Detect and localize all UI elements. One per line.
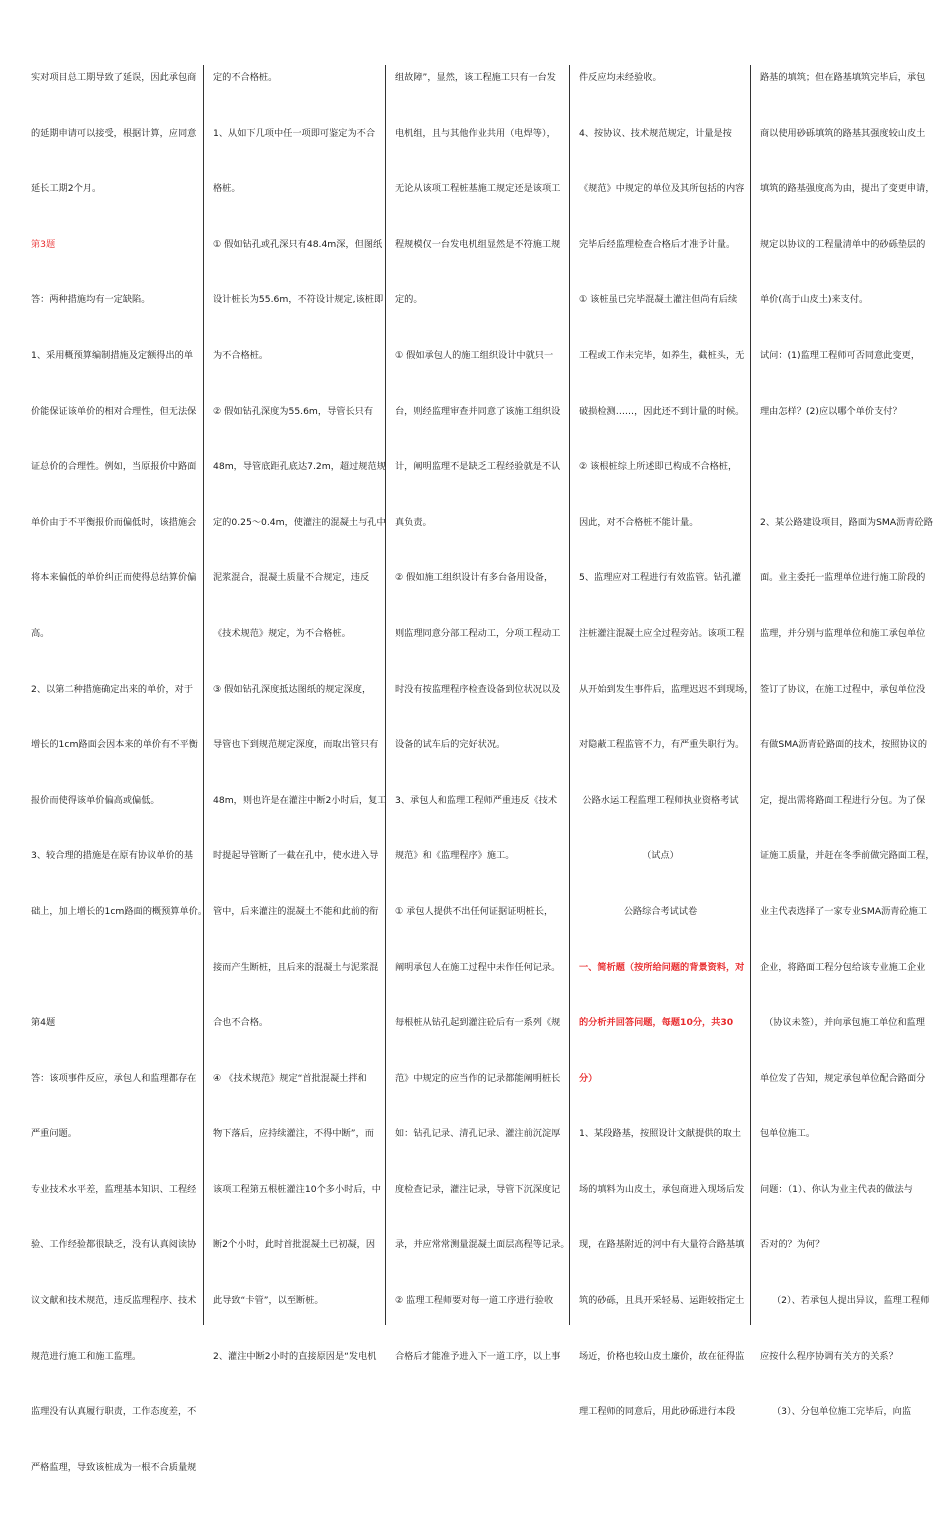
text-line: 管中，后来灌注的混凝土不能和此前的衔	[213, 905, 379, 917]
text-line: 现，在路基附近的河中有大量符合路基填	[579, 1239, 745, 1251]
text-column-3	[385, 65, 570, 1362]
text-line: 规范进行施工和施工监理。	[31, 1350, 142, 1362]
document-page	[25, 65, 935, 1473]
text-line: 问题：（1）、你认为业主代表的做法与	[760, 1183, 913, 1195]
text-line: 从开始到发生事件后，监理迟迟不到现场，	[579, 683, 754, 695]
text-line: 设计桩长为55.6m，不符设计规定,该桩即	[213, 294, 384, 306]
text-line: 为不合格桩。	[213, 349, 269, 361]
text-line: 定的不合格桩。	[213, 72, 278, 83]
text-line: 础上，加上增长的1cm路面的概预算单价。	[31, 905, 208, 917]
text-line: 组故障”，显然，该工程施工只有一台发	[395, 72, 556, 83]
text-line: 有做SMA沥青砼路面的技术，按照协议的	[760, 739, 928, 751]
text-line: 3、承包人和监理工程师严重违反《技术	[395, 794, 558, 806]
text-line: ② 该根桩综上所述即已构成不合格桩，	[579, 461, 738, 473]
text-line: 工程或工作未完毕，如养生，截桩头，无	[579, 349, 745, 361]
text-line: ① 假如承包人的施工组织设计中就只一	[395, 349, 554, 361]
text-line: 规定以协议的工程量清单中的砂砾垫层的	[760, 238, 926, 250]
text-line: 的延期申请可以接受，根据计算，应同意	[31, 127, 197, 139]
text-line: 范》中规定的应当作的记录都能阐明桩长	[395, 1072, 561, 1084]
text-line: 台，则经监理审查并同意了该施工组织设	[395, 405, 561, 417]
text-line: 增长的1cm路面会因本来的单价有不平衡	[31, 739, 198, 751]
text-line: 则监理同意分部工程动工，分项工程动工	[395, 627, 561, 639]
text-line: 路基的填筑；但在路基填筑完毕后，承包	[760, 72, 926, 83]
exam-paper-title: 公路综合考试试卷	[623, 905, 698, 917]
text-line: 电机组，且与其他作业共用（电焊等），	[395, 127, 556, 139]
text-line: 将本来偏低的单价纠正而使得总结算价偏	[31, 572, 197, 584]
text-line: 定，提出需将路面工程进行分包。为了保	[760, 794, 926, 806]
text-line: 理工程师的同意后，用此砂砾进行本段	[579, 1406, 736, 1418]
text-line: 完毕后经监理检查合格后才准予计量。	[579, 238, 736, 250]
text-line: （协议未签），并向承包施工单位和监理	[764, 1017, 925, 1029]
section-heading: 第4题	[31, 1017, 56, 1029]
text-line: 场的填料为山皮土，承包商进入现场后发	[579, 1183, 745, 1195]
text-line: 物下落后，应持续灌注，不得中断”，而	[213, 1128, 374, 1140]
text-line: 严格监理，导致该桩成为一根不合质量规	[31, 1461, 197, 1473]
text-column-1	[25, 65, 208, 1473]
text-line: 因此，对不合格桩不能计量。	[579, 516, 699, 528]
text-line: 真负责。	[395, 516, 432, 528]
text-line: 答：两种措施均有一定缺陷。	[31, 294, 151, 306]
text-line: 1、从如下几项中任一项即可鉴定为不合	[213, 127, 376, 139]
text-line: ① 假如钻孔或孔深只有48.4m深，但图纸	[213, 238, 383, 250]
text-line: 泥浆混合，混凝土质量不合规定，违反	[213, 572, 370, 584]
text-line: 接而产生断桩，且后来的混凝土与泥浆混	[213, 961, 379, 973]
text-line: 签订了协议，在施工过程中，承包单位没	[760, 683, 926, 695]
text-line: 时没有按监理程序检查设备到位状况以及	[395, 683, 561, 695]
text-line: 5、监理应对工程进行有效监管。钻孔灌	[579, 572, 742, 584]
text-line: 对隐蔽工程监管不力，有严重失职行为。	[579, 739, 745, 751]
text-line: 无论从该项工程桩基施工规定还是该项工	[395, 183, 561, 195]
blank-line	[760, 459, 929, 515]
text-column-4	[569, 65, 754, 1418]
text-line: （3）、分包单位施工完毕后，向监	[772, 1406, 912, 1418]
text-line: 48m，则也许是在灌注中断2小时后，复工	[213, 794, 387, 806]
text-line: ② 监理工程师要对每一道工序进行验收	[395, 1295, 554, 1307]
text-line: （2）、若承包人提出异议，监理工程师	[772, 1295, 930, 1307]
text-line: 业主代表选择了一家专业SMA沥青砼施工	[760, 905, 928, 917]
text-line: 填筑的路基强度高为由，提出了变更申请，	[760, 183, 935, 195]
section-heading: 分）	[579, 1072, 598, 1084]
text-line: 如：钻孔记录、清孔记录、灌注前沉淀厚	[395, 1128, 561, 1140]
text-line: 2、某公路建设项目，路面为SMA沥青砼路	[760, 516, 933, 528]
text-line: 《规范》中规定的单位及其所包括的内容	[579, 183, 745, 195]
text-line: 企业，将路面工程分包给该专业施工企业	[760, 961, 926, 973]
text-line: 计，阐明监理不是缺乏工程经验就是不认	[395, 461, 561, 473]
text-line: 议文献和技术规范，违反监理程序、技术	[31, 1295, 197, 1307]
text-line: 试问：(1)监理工程师可否同意此变更，	[760, 349, 921, 361]
text-line: 1、采用概预算编制措施及定额得出的单	[31, 349, 194, 361]
text-line: 场近，价格也较山皮土廉价，故在征得监	[579, 1350, 745, 1362]
text-line: 应按什么程序协调有关方的关系？	[760, 1350, 898, 1362]
text-line: 合格后才能准予进入下一道工序，以上事	[395, 1350, 561, 1362]
text-line: 2、以第二种措施确定出来的单价，对于	[31, 683, 194, 695]
text-line: 此导致“卡管”，以至断桩。	[213, 1295, 324, 1307]
text-line: 合也不合格。	[213, 1017, 269, 1029]
text-line: 时提起导管断了一截在孔中，使水进入导	[213, 850, 379, 862]
text-line: 格桩。	[213, 183, 241, 195]
text-line: 该项工程第五根桩灌注10个多小时后，中	[213, 1183, 381, 1195]
text-line: 定的0.25～0.4m，使灌注的混凝土与孔中	[213, 516, 386, 528]
text-line: 价能保证该单价的相对合理性，但无法保	[31, 405, 197, 417]
text-line: 理由怎样？(2)应以哪个单价支付？	[760, 405, 902, 417]
text-line: 4、按协议、技术规范规定，计量是按	[579, 127, 732, 139]
text-line: 单位发了告知，规定承包单位配合路面分	[760, 1072, 926, 1084]
text-line: 录，并应常常测量混凝土面层高程等记录。	[395, 1239, 570, 1251]
text-line: 每根桩从钻孔起到灌注砼后有一系列《规	[395, 1017, 561, 1029]
text-line: 否对的？为何？	[760, 1239, 825, 1251]
text-line: 面。业主委托一监理单位进行施工阶段的	[760, 572, 926, 584]
exam-title: 公路水运工程监理工程师执业资格考试	[582, 794, 739, 806]
exam-subtitle: （试点）	[642, 850, 679, 862]
text-column-2	[203, 65, 387, 1362]
text-line: 延长工期2个月。	[31, 183, 102, 195]
text-line: ③ 假如钻孔深度抵达图纸的规定深度，	[213, 683, 372, 695]
text-line: 设备的试车后的完好状况。	[395, 739, 506, 751]
text-line: 筑的砂砾，且具开采轻易、运距较指定土	[579, 1295, 745, 1307]
text-line: 单价由于不平衡报价而偏低时，该措施会	[31, 516, 197, 528]
text-line: 度检查记录，灌注记录，导管下沉深度记	[395, 1183, 561, 1195]
text-line: 商以使用砂砾填筑的路基其强度较山皮土	[760, 127, 926, 139]
text-line: 包单位施工。	[760, 1128, 816, 1140]
text-line: ② 假如施工组织设计有多台备用设备，	[395, 572, 554, 584]
text-line: 1、某段路基，按照设计文献提供的取土	[579, 1128, 742, 1140]
text-line: 定的。	[395, 294, 423, 306]
text-line: 证总价的合理性。例如，当原报价中路面	[31, 461, 197, 473]
blank-line	[31, 960, 195, 1016]
text-line: 专业技术水平差，监理基本知识、工程经	[31, 1183, 197, 1195]
text-line: 答：该项事件反应，承包人和监理都存在	[31, 1072, 197, 1084]
text-line: 《技术规范》规定，为不合格桩。	[213, 627, 351, 639]
text-line: 严重问题。	[31, 1128, 77, 1140]
text-line: 破损检测……，因此还不到计量的时候。	[579, 405, 745, 417]
text-line: 断2个小时，此时首批混凝土已初凝，因	[213, 1239, 376, 1251]
text-line: 实对项目总工期导致了延误，因此承包商	[31, 72, 197, 83]
text-line: 件反应均未经验收。	[579, 72, 662, 83]
section-heading: 第3题	[31, 238, 56, 250]
text-line: 导管也下到规范规定深度，而取出管只有	[213, 739, 379, 751]
text-line: ① 该桩虽已完毕混凝土灌注但尚有后续	[579, 294, 738, 306]
section-heading: 一、简析题（按所给问题的背景资料，对	[579, 961, 745, 973]
text-line: 报价而使得该单价偏高或偏低。	[31, 794, 160, 806]
text-column-5	[750, 65, 935, 1418]
text-line: 验、工作经验都很缺乏，没有认真阅读协	[31, 1239, 197, 1251]
text-line: 48m，导管底距孔底达7.2m，超过规范规	[213, 461, 386, 473]
text-line: ① 承包人提供不出任何证据证明桩长，	[395, 905, 554, 917]
section-heading: 的分析并回答问题，每题10分，共30	[579, 1017, 734, 1029]
text-line: 2、灌注中断2小时的直接原因是“发电机	[213, 1350, 377, 1362]
text-line: ② 假如钻孔深度为55.6m，导管长只有	[213, 405, 374, 417]
text-line: 单价(高于山皮土)来支付。	[760, 294, 869, 306]
text-line: 程规模仅一台发电机组显然是不符施工规	[395, 238, 561, 250]
text-line: 监理没有认真履行职责，工作态度差，不	[31, 1406, 197, 1418]
text-line: 高。	[31, 627, 50, 639]
text-line: ④ 《技术规范》规定“首批混凝土拌和	[213, 1072, 367, 1084]
text-line: 3、较合理的措施是在原有协议单价的基	[31, 850, 194, 862]
text-line: 注桩灌注混凝土应全过程旁站。该项工程	[579, 627, 745, 639]
text-line: 规范》和《监理程序》施工。	[395, 850, 515, 862]
text-line: 证施工质量，并赶在冬季前做完路面工程，	[760, 850, 935, 862]
text-line: 监理，并分别与监理单位和施工承包单位	[760, 627, 926, 639]
text-line: 阐明承包人在施工过程中未作任何记录。	[395, 961, 561, 973]
